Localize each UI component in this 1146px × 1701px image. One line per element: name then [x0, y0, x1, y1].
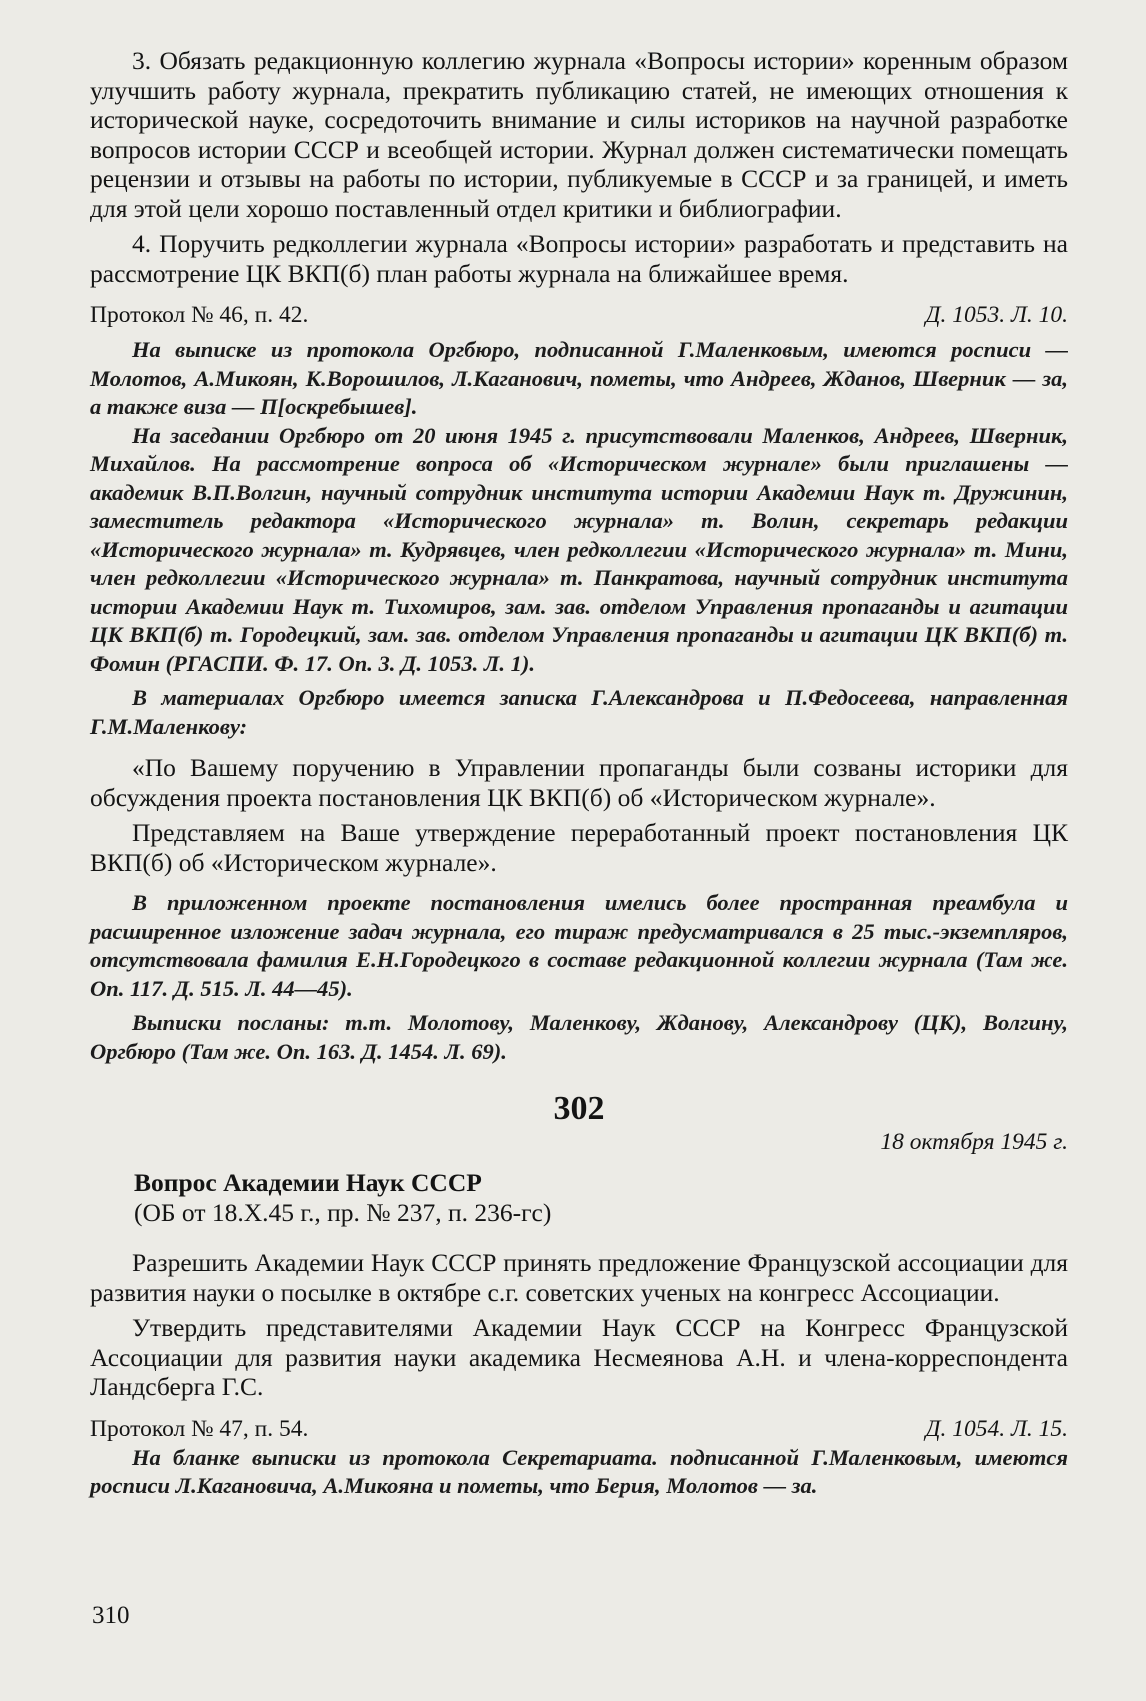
protocol-number: Протокол № 47, п. 54. — [90, 1415, 309, 1442]
archival-note: Выписки посланы: т.т. Молотову, Маленкову, Жданову, Александрову (ЦК), Волгину, Оргбюро (Там же. Оп. 163. Д. 1454. Л. 69). — [90, 1010, 1068, 1064]
resolution-paragraph: Утвердить представителями Академии Наук СССР на Конгресс Французской Ассоциации для развития науки академика Несмеянова А.Н. и члена-корреспондента Ландсберга Г.С. — [90, 1313, 1068, 1401]
archive-reference: Д. 1053. Л. 10. — [925, 302, 1068, 328]
archival-note: В приложенном проекте постановления имелись более пространная преамбула и расширенное изложение задач журнала, его тираж предусматривался в 25 тыс.-экземпляров, отсутствовала фамилия Е.Н.Городецкого в составе редакционной коллегии журнала (Там же. Оп. 117. Д. 515. Л. 44—45). — [90, 890, 1068, 1001]
protocol-line-2 — [90, 1414, 1068, 1444]
page-content — [90, 46, 1068, 1501]
document-number: 302 — [553, 1090, 605, 1127]
archive-reference: Д. 1054. Л. 15. — [925, 1415, 1068, 1442]
archival-note: На заседании Оргбюро от 20 июня 1945 г. присутствовали Маленков, Андреев, Шверник, Михайлов. На рассмотрение вопроса об «Историческом журнале» были приглашены — академик В.П.Волгин, научный сотрудник института истории Академии Наук т. Дружинин, заместитель редактора «Исторического журнала» т. Волин, секретарь редакции «Исторического журнала» т. Кудрявцев, член редколлегии «Исторического журнала» т. Мини, член редколлегии «Исторического журнала» т. Панкратова, научный сотрудник института истории Академии Наук т. Тихомиров, зам. зав. отделом Управления пропаганды и агитации ЦК ВКП(б) т. Городецкий, зам. зав. отделом Управления пропаганды и агитации ЦК ВКП(б) т. Фомин (РГАСПИ. Ф. 17. Оп. 3. Д. 1053. Л. 1). — [90, 422, 1068, 676]
document-heading: Вопрос Академии Наук СССР — [134, 1168, 482, 1197]
paragraph-item-4: 4. Поручить редколлегии журнала «Вопросы истории» разработать и представить на рассмотрение ЦК ВКП(б) план работы журнала на ближайшее время. — [90, 229, 1068, 288]
quoted-memo: «По Вашему поручению в Управлении пропаганды были созваны историки для обсуждения проекта постановления ЦК ВКП(б) об «Историческом журнале». — [90, 753, 1068, 812]
archival-note: На бланке выписки из протокола Секретариата. подписанной Г.Маленковым, имеются росписи Л.Кагановича, А.Микояна и пометы, что Берия, Молотов — за. — [90, 1444, 1068, 1498]
document-subheading: (ОБ от 18.Х.45 г., пр. № 237, п. 236-гс) — [134, 1198, 552, 1227]
quoted-memo: Представляем на Ваше утверждение переработанный проект постановления ЦК ВКП(б) об «Историческом журнале». — [90, 818, 1068, 877]
archival-note: На выписке из протокола Оргбюро, подписанной Г.Маленковым, имеются росписи — Молотов, А.Микоян, К.Ворошилов, Л.Каганович, пометы, что Андреев, Жданов, Шверник — за, а также виза — П[оскребышев]. — [90, 337, 1068, 419]
archival-note: В материалах Оргбюро имеется записка Г.Александрова и П.Федосеева, направленная Г.М.Маленкову: — [90, 685, 1068, 739]
protocol-line-1 — [90, 300, 1068, 330]
protocol-number: Протокол № 46, п. 42. — [90, 302, 309, 328]
resolution-paragraph: Разрешить Академии Наук СССР принять предложение Французской ассоциации для развития науки о посылке в октябре с.г. советских ученых на конгресс Ассоциации. — [90, 1248, 1068, 1307]
document-date: 18 октября 1945 г. — [880, 1129, 1068, 1155]
page-number: 310 — [92, 1602, 130, 1629]
paragraph-item-3: 3. Обязать редакционную коллегию журнала «Вопросы истории» коренным образом улучшить работу журнала, прекратить публикацию статей, не имеющих отношения к исторической науке, сосредоточить внимание и силы историков на научной разработке вопросов истории СССР и всеобщей истории. Журнал должен систематически помещать рецензии и отзывы на работы по истории, публикуемые в СССР и за границей, и иметь для этой цели хорошо поставленный отдел критики и библиографии. — [90, 46, 1068, 223]
